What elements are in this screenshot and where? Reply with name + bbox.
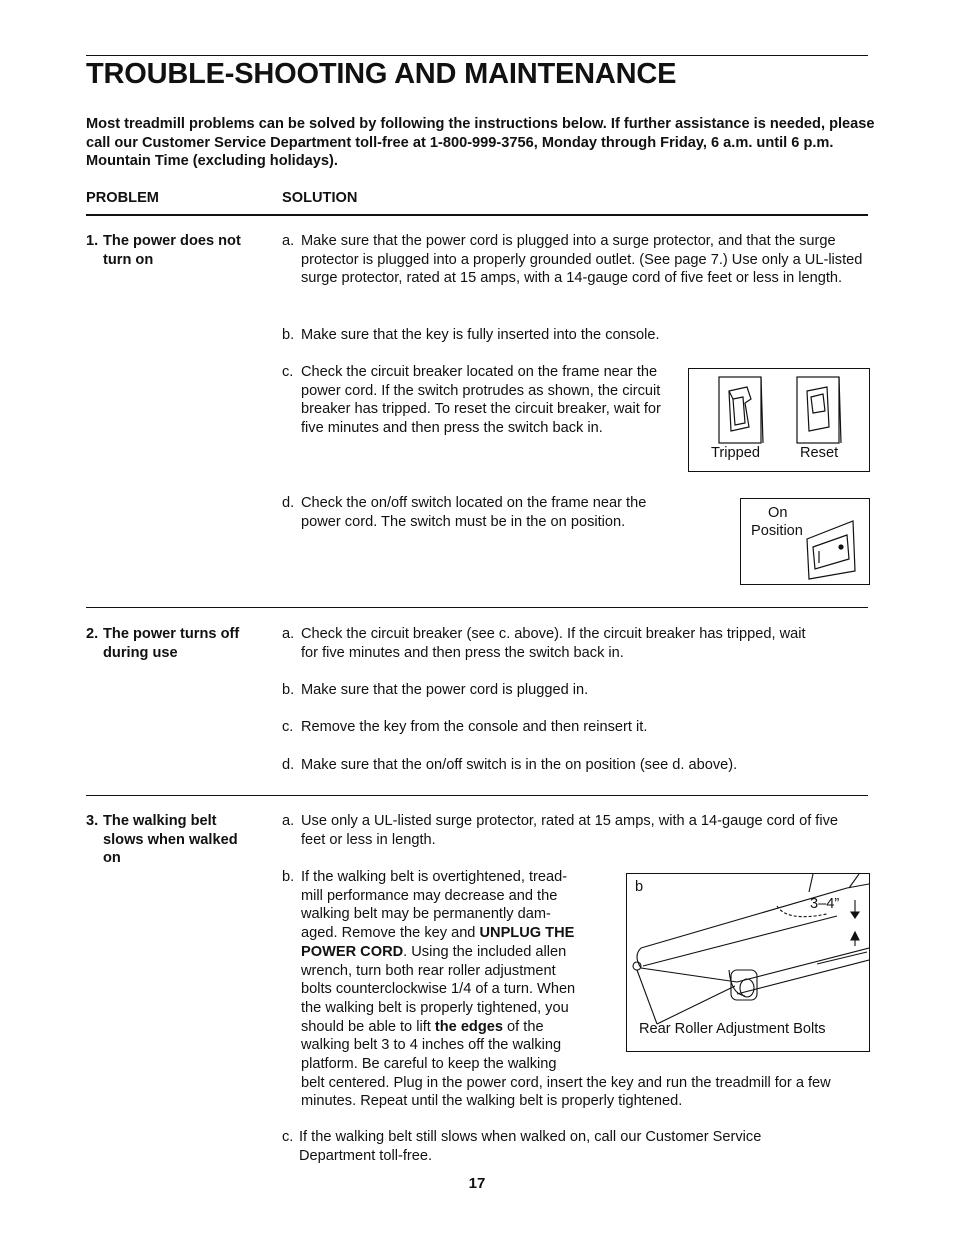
onoff-switch-figure xyxy=(740,498,870,585)
solution-2b: b. Make sure that the power cord is plugged in. xyxy=(282,682,589,698)
measure-label: 3–4” xyxy=(810,896,840,912)
reset-switch-icon xyxy=(797,377,841,443)
solution-3b: b. If the walking belt is overtightened, tread- mill performance may decrease and the walking belt may be permanently dam- aged. Remove the key and UNPLUG THE POWER CORD. Using the included allen wrench, turn both rear roller adjustment bolts counterclockwise 1/4 of a turn. When the walking belt is properly tightened, you should be able to lift the edges of the walking belt 3 to 4 inches off the walking platform. Be careful to keep the walking belt centered. Plug in the power cord, insert the key and run the treadmill for a few minutes. Repeat until the walking belt is properly tightened. xyxy=(282,869,831,1110)
solution-2a: a. Check the circuit breaker (see c. above). If the circuit breaker has tripped, wait for five minutes and then press the switch back in. xyxy=(282,626,806,661)
onoff-switch-icon xyxy=(741,499,869,584)
page-title: TROUBLE-SHOOTING AND MAINTENANCE xyxy=(86,58,677,90)
page-number: 17 xyxy=(468,1175,486,1192)
position-label: Position xyxy=(751,523,803,539)
figure-letter: b xyxy=(635,879,644,895)
solution-2d: d. Make sure that the on/off switch is in the on position (see d. above). xyxy=(282,757,738,773)
tripped-switch-icon xyxy=(719,377,763,443)
solution-1d: d. Check the on/off switch located on the frame near the power cord. The switch must be in the on position. xyxy=(282,495,647,530)
on-label: On xyxy=(768,505,788,521)
reset-label: Reset xyxy=(800,445,839,461)
rear-roller-figure xyxy=(626,873,870,1052)
section-rule-1 xyxy=(86,607,868,608)
top-rule xyxy=(86,55,868,56)
problem-header: PROBLEM xyxy=(86,190,159,206)
solution-2c: c. Remove the key from the console and then reinsert it. xyxy=(282,719,648,735)
solution-1b: b. Make sure that the key is fully inserted into the console. xyxy=(282,327,660,343)
problem-2-title: 2. The power turns off during use xyxy=(86,626,240,661)
solution-header: SOLUTION xyxy=(282,190,358,206)
solution-1a: a. Make sure that the power cord is plugged into a surge protector, and that the surge protector is plugged into a properly grounded outlet. (See page 7.) Use only a UL-listed surge protector, rated at 15 amps, with a 14-gauge cord of five feet or less in length. xyxy=(282,233,863,287)
circuit-breaker-figure xyxy=(688,368,870,472)
solution-1c: c. Check the circuit breaker located on the frame near the power cord. If the switch protrudes as shown, the circuit breaker has tripped. To reset the circuit breaker, wait for five minutes and then press the switch back in. xyxy=(282,364,661,437)
solution-3a: a. Use only a UL-listed surge protector, rated at 15 amps, with a 14-gauge cord of five feet or less in length. xyxy=(282,813,839,848)
tripped-label: Tripped xyxy=(711,445,760,461)
problem-3-title: 3. The walking belt slows when walked on xyxy=(86,813,238,867)
header-rule xyxy=(86,214,868,216)
problem-1-title: 1. The power does not turn on xyxy=(86,233,241,268)
section-rule-2 xyxy=(86,795,868,796)
solution-3c: c. If the walking belt still slows when walked on, call our Customer Service Department toll-free. xyxy=(282,1129,762,1164)
intro-paragraph: Most treadmill problems can be solved by following the instructions below. If further assistance is needed, please call our Customer Service Department toll-free at 1-800-999-3756, Monday through Friday, 6 a.m. until 6 p.m. Mountain Time (excluding holidays). xyxy=(86,116,875,170)
roller-bolts-caption: Rear Roller Adjustment Bolts xyxy=(639,1021,826,1037)
